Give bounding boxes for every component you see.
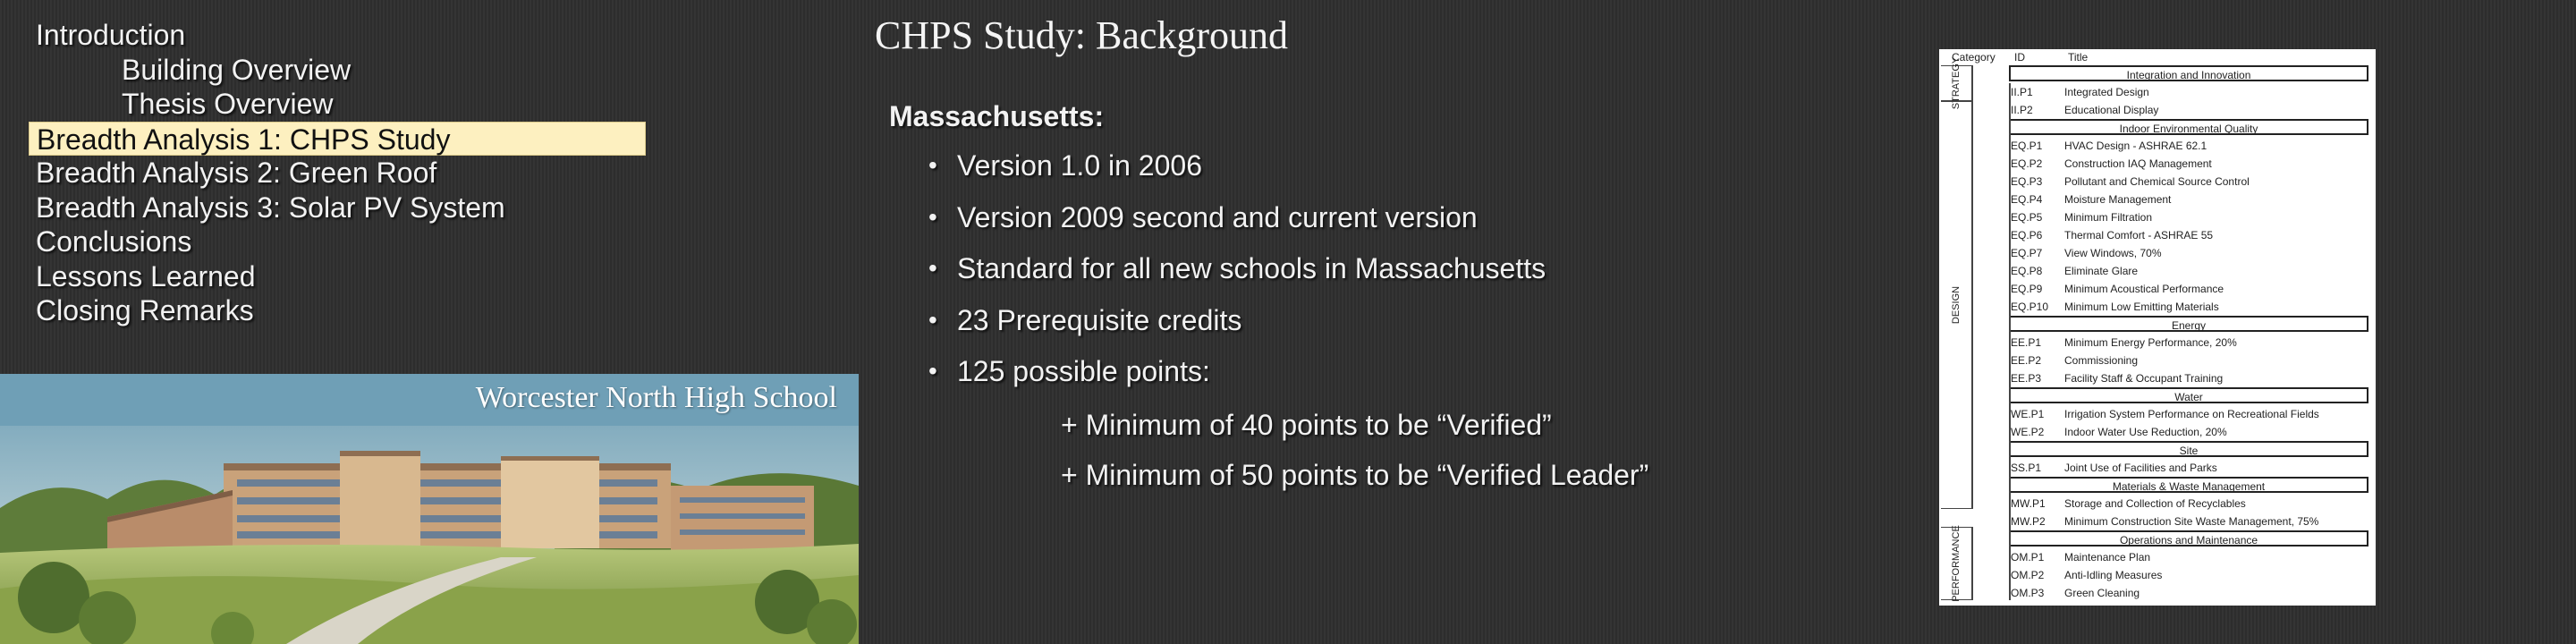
row-title: Pollutant and Chemical Source Control [2064, 175, 2250, 188]
row-title: Eliminate Glare [2064, 265, 2139, 277]
row-title: Indoor Water Use Reduction, 20% [2064, 426, 2227, 438]
category-row: Integration and Innovation [2009, 65, 2368, 81]
row-id: EQ.P3 [2011, 175, 2043, 188]
category-row: Operations and Maintenance [2009, 530, 2368, 547]
row-id: EQ.P10 [2011, 301, 2049, 313]
bullet-item: • 125 possible points: [889, 352, 1648, 403]
sub-point-list [889, 405, 1648, 505]
row-title: Storage and Collection of Recyclables [2064, 497, 2246, 510]
row-id: OM.P1 [2011, 551, 2045, 564]
group-band-design [1941, 101, 1973, 509]
table-header-category: Category [1952, 51, 1996, 64]
category-row: Water [2009, 387, 2368, 403]
row-id: II.P1 [2011, 86, 2033, 98]
id-column-rule [2009, 83, 2011, 600]
group-label: STRATEGY [1951, 56, 1962, 110]
row-id: EE.P2 [2011, 354, 2042, 367]
row-id: EQ.P9 [2011, 283, 2043, 295]
slide-content [889, 100, 1648, 505]
row-title: Minimum Energy Performance, 20% [2064, 336, 2237, 349]
bullet-item: • Standard for all new schools in Massachusetts [889, 249, 1648, 301]
row-id: EQ.P7 [2011, 247, 2043, 259]
bullet-item: • Version 1.0 in 2006 [889, 146, 1648, 198]
row-id: EQ.P5 [2011, 211, 2043, 224]
nav-item-breadth-analysis-3[interactable]: Breadth Analysis 3: Solar PV System [36, 191, 505, 224]
row-title: Minimum Filtration [2064, 211, 2153, 224]
nav-item-building-overview[interactable]: Building Overview [122, 53, 352, 86]
nav-item-breadth-analysis-1[interactable]: Breadth Analysis 1: CHPS Study [29, 122, 646, 157]
table-header-id: ID [2014, 51, 2025, 64]
category-row: Materials & Waste Management [2009, 477, 2368, 493]
nav-item-closing-remarks[interactable]: Closing Remarks [36, 294, 254, 326]
group-label: PERFORMANCE [1951, 525, 1962, 602]
category-row: Energy [2009, 316, 2368, 332]
row-title: Maintenance Plan [2064, 551, 2151, 564]
group-band-strategy [1941, 56, 1973, 110]
row-id: EQ.P6 [2011, 229, 2043, 242]
row-id: MW.P2 [2011, 515, 2046, 528]
slide-title: CHPS Study: Background [875, 13, 1289, 57]
row-id: EE.P1 [2011, 336, 2042, 349]
row-id: II.P2 [2011, 104, 2033, 116]
nav-item-introduction[interactable]: Introduction [36, 19, 186, 51]
row-title: Construction IAQ Management [2064, 157, 2212, 170]
row-title: Facility Staff & Occupant Training [2064, 372, 2224, 385]
row-title: View Windows, 70% [2064, 247, 2162, 259]
section-nav [36, 18, 662, 328]
row-title: Minimum Construction Site Waste Management, 75% [2064, 515, 2319, 528]
row-title: Anti-Idling Measures [2064, 569, 2163, 581]
group-band-performance [1941, 527, 1973, 600]
row-title: Commissioning [2064, 354, 2139, 367]
row-id: EQ.P2 [2011, 157, 2043, 170]
content-heading: Massachusetts: [889, 100, 1105, 132]
nav-item-breadth-analysis-2[interactable]: Breadth Analysis 2: Green Roof [36, 157, 437, 189]
category-row: Site [2009, 441, 2368, 457]
nav-item-thesis-overview[interactable]: Thesis Overview [122, 88, 334, 120]
bullet-item: • 23 Prerequisite credits [889, 301, 1648, 352]
row-id: WE.P2 [2011, 426, 2045, 438]
bullet-list [889, 146, 1648, 403]
row-id: WE.P1 [2011, 408, 2045, 420]
row-title: Green Cleaning [2064, 587, 2140, 599]
sub-point-item: + Minimum of 40 points to be “Verified” [1061, 408, 1552, 441]
row-id: EQ.P8 [2011, 265, 2043, 277]
school-rendering-image [0, 374, 859, 644]
row-title: Integrated Design [2064, 86, 2149, 98]
sub-point-item: + Minimum of 50 points to be “Verified Leader” [1061, 458, 1649, 491]
row-id: EQ.P4 [2011, 193, 2043, 206]
row-title: Irrigation System Performance on Recreational Fields [2064, 408, 2319, 420]
group-label: DESIGN [1951, 285, 1962, 325]
row-id: OM.P2 [2011, 569, 2045, 581]
row-id: OM.P3 [2011, 587, 2045, 599]
bullet-item: • Version 2009 second and current version [889, 198, 1648, 250]
nav-item-conclusions[interactable]: Conclusions [36, 225, 192, 258]
row-title: Educational Display [2064, 104, 2159, 116]
nav-item-lessons-learned[interactable]: Lessons Learned [36, 259, 256, 292]
row-title: Minimum Acoustical Performance [2064, 283, 2224, 295]
table-header-title: Title [2068, 51, 2089, 64]
school-caption: Worcester North High School [475, 381, 837, 414]
row-title: Joint Use of Facilities and Parks [2064, 462, 2217, 474]
row-title: Moisture Management [2064, 193, 2172, 206]
row-id: SS.P1 [2011, 462, 2042, 474]
row-title: Minimum Low Emitting Materials [2064, 301, 2219, 313]
row-id: MW.P1 [2011, 497, 2046, 510]
row-id: EQ.P1 [2011, 140, 2043, 152]
chps-prerequisite-table [1939, 49, 2376, 606]
category-row: Indoor Environmental Quality [2009, 119, 2368, 135]
row-title: Thermal Comfort - ASHRAE 55 [2064, 229, 2214, 242]
row-title: HVAC Design - ASHRAE 62.1 [2064, 140, 2207, 152]
row-id: EE.P3 [2011, 372, 2042, 385]
